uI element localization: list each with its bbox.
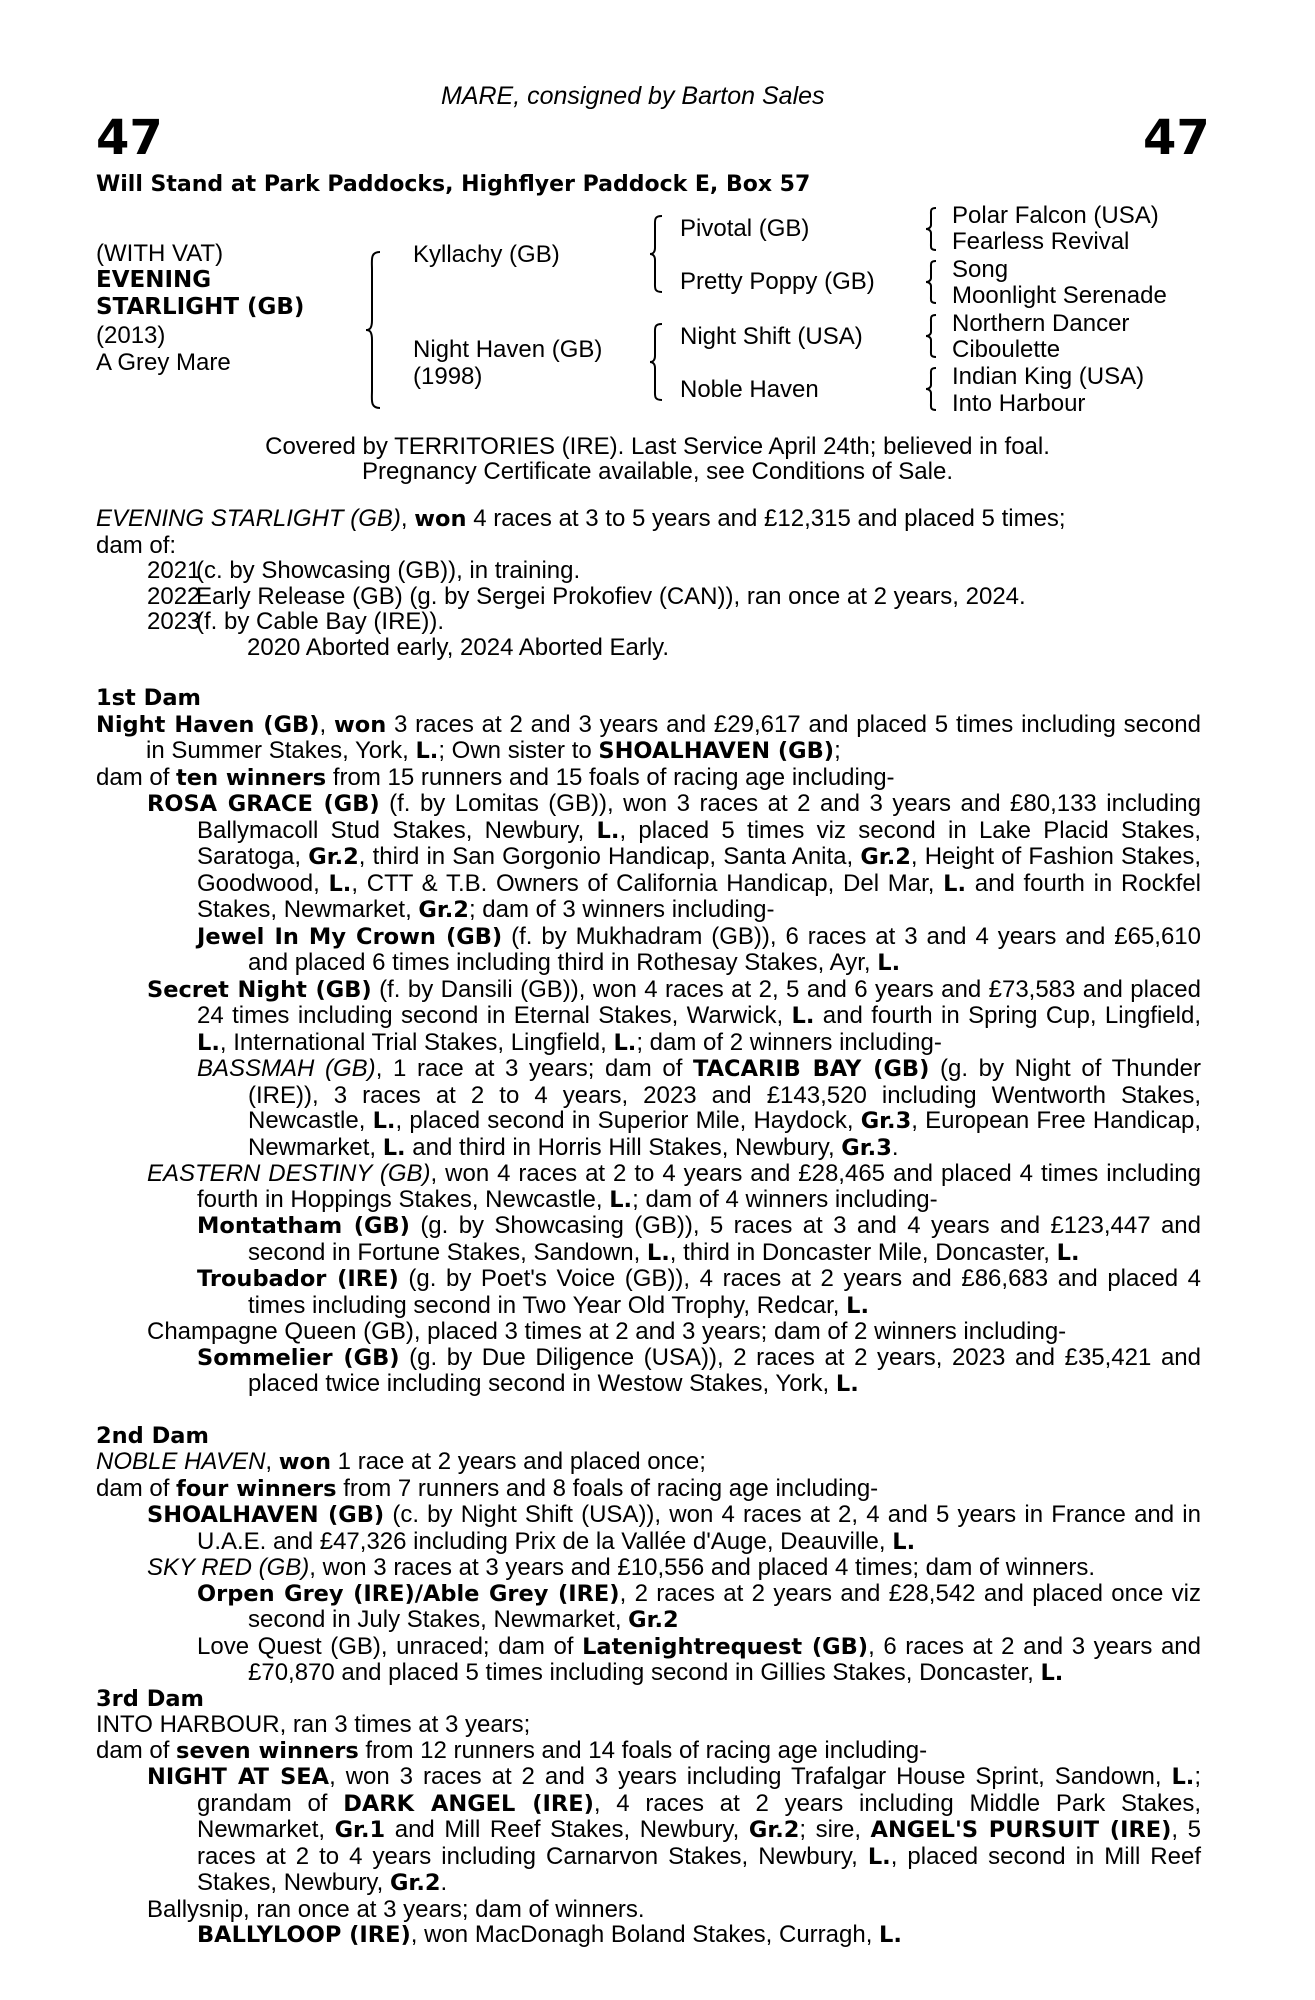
won-label: won: [278, 1449, 332, 1475]
horse-name: Montatham (GB): [197, 1213, 410, 1239]
produce-year: 2023: [147, 608, 201, 635]
grade: L.: [596, 817, 620, 844]
horse-description: A Grey Mare: [96, 349, 231, 376]
dam-dam: Noble Haven: [680, 376, 819, 403]
horse-name: Sommelier (GB): [197, 1344, 400, 1371]
second-dam-para: NOBLE HAVEN, won 1 race at 2 years and placed once;: [96, 1448, 706, 1475]
sire-sire-dam: Fearless Revival: [952, 228, 1130, 255]
won-label: won: [414, 506, 467, 532]
grade: L.: [867, 1843, 891, 1870]
pedigree-brace-dd: [924, 366, 938, 412]
grade: L.: [646, 1239, 670, 1266]
sire-dam-sire: Song: [952, 256, 1009, 283]
entry-sommelier: [96, 1345, 1201, 1398]
grade: Gr.2: [418, 897, 469, 923]
horse-name: BALLYLOOP (IRE): [197, 1922, 411, 1948]
grade: Gr.2: [860, 844, 911, 870]
text: , CTT & T.B. Owners of California Handicap, Del Mar,: [351, 869, 944, 897]
grade: L.: [328, 870, 352, 897]
text: and Mill Reef Stakes, Newbury,: [385, 1816, 749, 1843]
produce-intro-text: 4 races at 3 to 5 years and £12,315 and placed 5 times;: [466, 505, 1066, 532]
catalogue-body: [96, 506, 1201, 1949]
text: and fourth in Spring Cup, Lingfield,: [814, 1002, 1202, 1029]
text: , 4 races at 2 years including Middle Park Stakes, Newmarket,: [197, 1789, 1201, 1843]
entry-ballyloop: [96, 1922, 1201, 1949]
grade: L.: [892, 1528, 916, 1555]
entry-rosa-grace: [96, 791, 1201, 924]
text: and fourth in Rockfel Stakes, Newmarket,: [197, 869, 1202, 923]
text: Love Quest (GB), unraced; dam of: [197, 1632, 583, 1660]
text: ; Own sister to: [438, 737, 599, 764]
text: dam of: [96, 1474, 177, 1502]
text: , won MacDonagh Boland Stakes, Curragh,: [410, 1921, 880, 1948]
grade: L.: [197, 1029, 220, 1056]
text: , third in San Gorgonio Handicap, Santa Anita,: [358, 843, 861, 870]
third-dam-para: INTO HARBOUR, ran 3 times at 3 years;: [96, 1711, 531, 1738]
first-dam-heading: 1st Dam: [96, 685, 201, 711]
horse-name: BASSMAH (GB): [197, 1055, 376, 1082]
dam-name: NOBLE HAVEN: [96, 1448, 266, 1475]
covered-line-1: Covered by TERRITORIES (IRE). Last Service April 24th; believed in foal.: [265, 433, 1050, 460]
grade: Gr.2: [628, 1607, 679, 1633]
grade: L.: [943, 870, 967, 897]
pedigree-brace-main: [364, 250, 384, 410]
text: , 2 races at 2 years and £28,542 and placed once viz second in July Stakes, Newmarket,: [248, 1579, 1201, 1633]
text: (f. by Lomitas (GB)), won 3 races at 2 and 3 years and £80,133 including Ballymacoll Stud Stakes, Newbury,: [197, 790, 1201, 844]
grade: L.: [1056, 1239, 1080, 1266]
second-dam-produce: [96, 1476, 1201, 1503]
horse-name: Jewel In My Crown (GB): [197, 923, 503, 950]
text: , Height of Fashion Stakes, Goodwood,: [197, 843, 1202, 897]
sister-name: SHOALHAVEN (GB): [598, 738, 835, 764]
dam-sire-dam: Ciboulette: [952, 336, 1061, 363]
vat-note: (WITH VAT): [96, 240, 224, 267]
produce-text: Early Release (GB) (g. by Sergei Prokofiev (CAN)), ran once at 2 years, 2024.: [196, 582, 1026, 610]
text: ; dam of 4 winners including-: [632, 1185, 938, 1213]
horse-name: EVENING STARLIGHT (GB): [96, 505, 401, 532]
pedigree-brace-sd: [924, 259, 938, 305]
second-dam-heading: 2nd Dam: [96, 1422, 209, 1449]
pedigree-brace-ds: [924, 313, 938, 359]
winner-count: four winners: [176, 1475, 337, 1502]
grade: Gr.3: [860, 1108, 912, 1134]
text: dam of: [96, 1736, 177, 1764]
entry-montatham: [96, 1213, 1201, 1266]
horse-name: ANGEL'S PURSUIT (IRE): [870, 1817, 1172, 1843]
sire-name: Kyllachy (GB): [413, 241, 560, 268]
text: ; grandam of: [197, 1763, 1201, 1817]
text: (f. by Dansili (GB)), won 4 races at 2, 5 and 6 years and £73,583 and placed 24 times including second in Eternal Stakes, Warwick,: [197, 975, 1201, 1029]
grade: L.: [877, 950, 901, 976]
text: , placed 5 times viz second in Lake Placid Stakes, Saratoga,: [197, 816, 1201, 870]
entry-troubador: [96, 1266, 1201, 1319]
pedigree-brace-sire: [648, 214, 664, 294]
text: , European Free Handicap, Newmarket,: [248, 1107, 1201, 1161]
text: , won 3 races at 3 years and £10,556 and placed 4 times; dam of winners.: [309, 1554, 1096, 1581]
sire-sire-sire: Polar Falcon (USA): [952, 202, 1159, 229]
text: , won 3 races at 2 and 3 years including Trafalgar House Sprint, Sandown,: [329, 1763, 1172, 1790]
text: from 12 runners and 14 foals of racing age including-: [358, 1736, 928, 1764]
grade: L.: [791, 1003, 815, 1029]
text: ; sire,: [799, 1816, 871, 1843]
dam-year: (1998): [413, 363, 483, 390]
aborted-note: [96, 635, 1201, 661]
aborted-text: 2020 Aborted early, 2024 Aborted Early.: [247, 633, 670, 661]
text: , won 4 races at 2 to 4 years and £28,465 and placed 4 times including fourth in Hoppings Stakes, Newcastle,: [197, 1160, 1201, 1213]
sire-dam: Pretty Poppy (GB): [680, 268, 875, 295]
pedigree-brace-ss: [924, 206, 938, 252]
dam-of-label: dam of:: [96, 531, 177, 559]
dam-dam-sire: Indian King (USA): [952, 363, 1145, 390]
first-dam-para: Night Haven (GB), won 3 races at 2 and 3 years and £29,617 and placed 5 times including second in Summer Stakes, York, L.; Own sister to SHOALHAVEN (GB);: [96, 710, 1202, 764]
grade: Gr.2: [308, 844, 359, 870]
first-dam-produce: [96, 765, 1201, 792]
horse-name: Latenightrequest (GB): [582, 1633, 869, 1660]
pedigree-brace-dam: [648, 322, 664, 402]
third-dam-heading: 3rd Dam: [96, 1685, 204, 1712]
text: ; dam of 2 winners including-: [636, 1028, 942, 1056]
dam-name: Night Haven (GB): [413, 336, 603, 363]
text: from 7 runners and 8 foals of racing age including-: [336, 1474, 879, 1502]
grade: L.: [1171, 1764, 1195, 1790]
dam-name: Night Haven (GB): [96, 711, 320, 738]
horse-name: EASTERN DESTINY (GB): [147, 1160, 431, 1187]
grade: L.: [846, 1292, 870, 1319]
text: (f. by Mukhadram (GB)), 6 races at 3 and 4 years and £65,610 and placed 6 times including third in Rothesay Stakes, Ayr,: [248, 922, 1202, 976]
text: , 1 race at 3 years; dam of: [375, 1055, 694, 1082]
horse-name: Troubador (IRE): [197, 1266, 399, 1292]
winner-count: ten winners: [176, 764, 327, 791]
dam-sire-sire: Northern Dancer: [952, 310, 1130, 337]
entry-jewel: [96, 924, 1201, 977]
horse-name: Secret Night (GB): [147, 976, 372, 1003]
entry-orpen-grey: [96, 1581, 1201, 1634]
grade: L.: [382, 1134, 406, 1161]
grade: Gr.3: [841, 1134, 892, 1161]
entry-bassmah: BASSMAH (GB), 1 race at 3 years; dam of TACARIB BAY (GB) (g. by Night of Thunder (IRE)), 3 races at 2 to 4 years, 2023 and £143,520 including Wentworth Stakes, Newcastle, L., placed second in Superior Mile, Haydock, Gr.3, European Free Handicap, Newmarket, L. and third in Horris Hill Stakes, Newbury, Gr.3.: [197, 1055, 1201, 1161]
horse-name: ROSA GRACE (GB): [147, 791, 380, 817]
entry-night-at-sea: NIGHT AT SEA, won 3 races at 2 and 3 years including Trafalgar House Sprint, Sandown, L.; grandam of DARK ANGEL (IRE), 4 races at 2 years including Middle Park Stakes, Newmarket, Gr.1 and Mill Reef Stakes, Newbury, Gr.2; sire, ANGEL'S PURSUIT (IRE), 5 races at 2 to 4 years including Carnarvon Stakes, Newbury, L., placed second in Mill Reef Stakes, Newbury, Gr.2.: [147, 1763, 1201, 1896]
covered-line-2: Pregnancy Certificate available, see Conditions of Sale.: [362, 458, 953, 485]
text: (g. by Poet's Voice (GB)), 4 races at 2 years and £86,683 and placed 4 times including second in Two Year Old Trophy, Redcar,: [248, 1265, 1201, 1319]
produce-text: (f. by Cable Bay (IRE)).: [196, 608, 445, 635]
grade: Gr.1: [334, 1817, 386, 1843]
text: ; dam of 3 winners including-: [468, 896, 775, 923]
produce-row: [96, 609, 1201, 635]
horse-name: TACARIB BAY (GB): [693, 1056, 930, 1082]
text: (g. by Due Diligence (USA)), 2 races at 2 years, 2023 and £35,421 and placed twice including second in Westow Stakes, York,: [248, 1343, 1201, 1397]
horse-name-line2: STARLIGHT (GB): [96, 294, 305, 320]
entry-love-quest: [96, 1634, 1201, 1687]
text: , 5 races at 2 to 4 years including Carnarvon Stakes, Newbury,: [197, 1816, 1201, 1870]
lot-number-left: 47: [96, 110, 163, 166]
grade: Gr.2: [748, 1817, 800, 1843]
horse-name-line1: EVENING: [96, 267, 212, 293]
grade: L.: [879, 1922, 902, 1948]
dam-sire: Night Shift (USA): [680, 323, 863, 350]
text: ;: [834, 737, 841, 764]
produce-row: [96, 584, 1201, 610]
entry-sky-red: [96, 1555, 1201, 1581]
dam-dam-dam: Into Harbour: [952, 390, 1086, 417]
text: , placed second in Superior Mile, Haydock,: [395, 1107, 861, 1134]
text: (c. by Night Shift (USA)), won 4 races at 2, 4 and 5 years in France and in U.A.E. and £47,326 including Prix de la Vallée d'Auge, Deauville,: [197, 1501, 1201, 1555]
text: , International Trial Stakes, Lingfield,: [219, 1028, 614, 1056]
text: , third in Doncaster Mile, Doncaster,: [669, 1238, 1057, 1266]
page-subtitle: MARE, consigned by Barton Sales: [441, 82, 825, 110]
text: from 15 runners and 15 foals of racing age including-: [326, 763, 895, 791]
grade: L.: [613, 1029, 637, 1056]
grade: Gr.2: [389, 1870, 441, 1896]
horse-name: SHOALHAVEN (GB): [147, 1502, 385, 1528]
produce-text: (c. by Showcasing (GB)), in training.: [196, 557, 581, 584]
sire-sire: Pivotal (GB): [680, 215, 810, 242]
horse-year: (2013): [96, 322, 166, 349]
sire-dam-dam: Moonlight Serenade: [952, 282, 1167, 309]
text: , 6 races at 2 and 3 years and £70,870 and placed 5 times including second in Gillies Stakes, Doncaster,: [248, 1632, 1202, 1686]
entry-secret-night: [96, 977, 1201, 1057]
produce-year: 2021: [147, 557, 201, 584]
stand-location: Will Stand at Park Paddocks, Highflyer Paddock E, Box 57: [96, 172, 811, 197]
produce-intro: EVENING STARLIGHT (GB), won 4 races at 3 to 5 years and £12,315 and placed 5 times;: [96, 505, 1066, 532]
text: 3 races at 2 and 3 years and £29,617 and placed 5 times including second in Summer Stakes, York,: [146, 710, 1202, 764]
entry-ballysnip: Ballysnip, ran once at 3 years; dam of winners.: [147, 1895, 645, 1923]
won-label: won: [333, 711, 387, 738]
grade: L.: [609, 1186, 633, 1213]
grade: L.: [372, 1108, 396, 1134]
grade: L.: [1040, 1660, 1064, 1686]
horse-name: DARK ANGEL (IRE): [343, 1790, 594, 1817]
text: , placed second in Mill Reef Stakes, Newbury,: [197, 1842, 1201, 1896]
entry-shoalhaven: [96, 1502, 1201, 1555]
horse-name: SKY RED (GB): [147, 1554, 310, 1581]
third-dam-produce: [96, 1738, 1201, 1765]
produce-year: 2022: [147, 582, 201, 610]
entry-champagne-queen: Champagne Queen (GB), placed 3 times at 2 and 3 years; dam of 2 winners including-: [147, 1318, 1067, 1345]
text: (g. by Night of Thunder (IRE)), 3 races at 2 to 4 years, 2023 and £143,520 including Wentworth Stakes, Newcastle,: [248, 1055, 1201, 1134]
text: and third in Horris Hill Stakes, Newbury,: [405, 1133, 842, 1161]
horse-name: NIGHT AT SEA: [147, 1764, 330, 1790]
winner-count: seven winners: [176, 1737, 359, 1764]
lot-number-right: 47: [1143, 110, 1210, 166]
text: dam of: [96, 763, 177, 791]
text: 1 race at 2 years and placed once;: [331, 1448, 706, 1475]
text: (g. by Showcasing (GB)), 5 races at 3 and 4 years and £123,447 and second in Fortune Stakes, Sandown,: [248, 1212, 1201, 1266]
produce-row: [96, 558, 1201, 584]
horse-name: Orpen Grey (IRE)/Able Grey (IRE): [197, 1580, 620, 1607]
grade: L.: [835, 1371, 859, 1397]
entry-eastern-destiny: [96, 1161, 1201, 1213]
grade: L.: [415, 738, 439, 764]
